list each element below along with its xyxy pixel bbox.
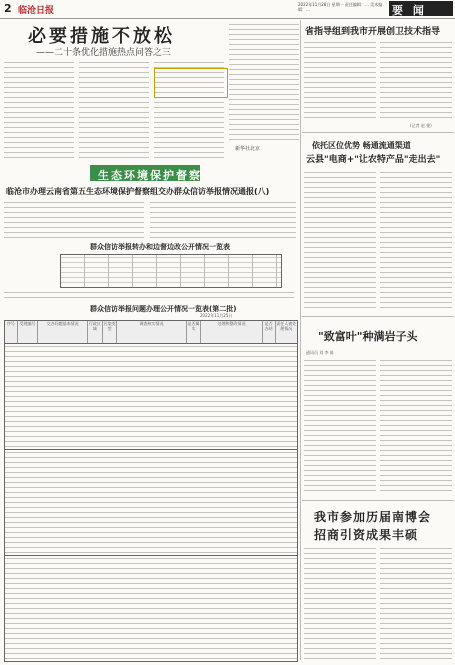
article-column bbox=[304, 170, 376, 310]
table2-header-cell: 责任人被处理情况 bbox=[276, 321, 297, 331]
table2-title: 群众信访举报问题办理公开情况一览表(第二批) bbox=[90, 305, 237, 313]
table1-title: 群众信访举报转办和边督边改公开情况一览表 bbox=[90, 243, 230, 251]
article-column bbox=[4, 60, 74, 160]
right-mid-headline: 云县"电商+"让农特产品"走出去" bbox=[306, 155, 441, 165]
paper-name: 临沧日报 bbox=[18, 6, 55, 16]
page-number: 2 bbox=[4, 2, 12, 15]
article-column bbox=[4, 200, 144, 240]
article-column bbox=[380, 40, 452, 120]
article-signature: 新华社北京 bbox=[235, 146, 261, 152]
article-column bbox=[380, 546, 452, 661]
right-bottom-headline-1: 我市参加历届南博会 bbox=[314, 510, 432, 524]
table2-header-cell: 是否属实 bbox=[187, 321, 202, 343]
table2-header-cell: 交办问题基本情况 bbox=[38, 321, 88, 343]
table2-header-cell: 处理和整改情况 bbox=[201, 321, 263, 343]
table2-header-cell: 行政区域 bbox=[88, 321, 103, 343]
right-top-headline: 省指导组到我市开展创卫技术指导 bbox=[305, 27, 441, 37]
table2-header-cell: 是否办结 bbox=[263, 321, 276, 343]
top-headline: 必要措施不放松 bbox=[28, 26, 175, 47]
table2-header-cell: 调查核实情况 bbox=[117, 321, 186, 343]
top-subtitle: ——二十条优化措施热点问答之三 bbox=[36, 48, 172, 58]
divider bbox=[302, 316, 454, 317]
eco-banner-text: 生态环境保护督察 bbox=[98, 169, 202, 182]
article-column bbox=[380, 170, 452, 310]
highlight-box bbox=[154, 68, 228, 98]
table-row bbox=[5, 556, 297, 660]
divider bbox=[302, 500, 454, 501]
article-column bbox=[229, 22, 299, 142]
table2 bbox=[4, 320, 298, 662]
table-row bbox=[5, 344, 297, 450]
table2-header-cell: 污染类型 bbox=[103, 321, 118, 343]
column-divider bbox=[300, 20, 301, 660]
masthead bbox=[0, 0, 455, 19]
table2-header-row bbox=[5, 321, 297, 344]
section-title: 要 闻 bbox=[392, 4, 427, 17]
divider bbox=[302, 132, 454, 133]
masthead-meta: 2022年11月28日 星期一 责任编辑：… 美术编辑：… bbox=[298, 2, 383, 12]
article-column bbox=[380, 358, 452, 493]
article-column bbox=[304, 358, 376, 493]
table-row bbox=[5, 450, 297, 556]
eco-headline: 临沧市办理云南省第五生态环境保护督察组交办群众信访举报情况通报(八) bbox=[6, 187, 270, 196]
table2-date: 2022年11月25日 bbox=[200, 313, 233, 318]
table2-header-cell: 受理编号 bbox=[18, 321, 39, 343]
table1 bbox=[60, 254, 282, 288]
article-column bbox=[304, 546, 376, 661]
right-lower-headline: "致富叶"种满岩子头 bbox=[318, 330, 418, 343]
right-top-footer: (记者 赵 斐) bbox=[410, 123, 432, 128]
article-column bbox=[79, 60, 149, 160]
right-mid-kicker: 依托区位优势 畅通流通渠道 bbox=[312, 141, 411, 150]
table2-header-cell: 序号 bbox=[5, 321, 18, 343]
article-column bbox=[150, 200, 296, 240]
article-column bbox=[4, 290, 294, 300]
right-lower-byline: 通讯员 刘 李 陈 bbox=[306, 350, 334, 355]
article-column bbox=[304, 40, 376, 120]
right-bottom-headline-2: 招商引资成果丰硕 bbox=[314, 528, 419, 542]
